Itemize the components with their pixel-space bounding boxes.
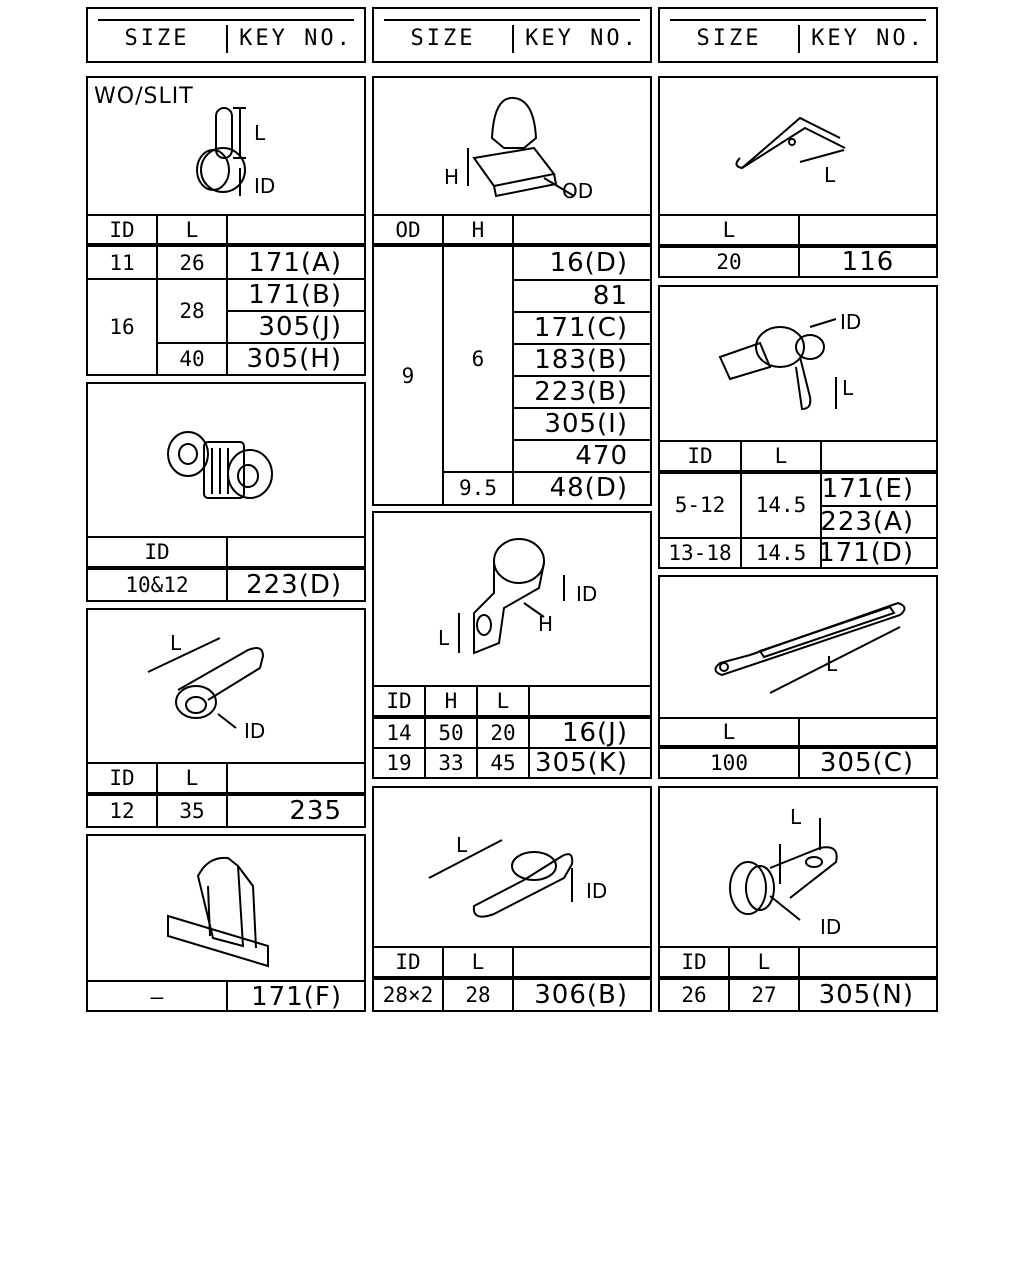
row-key: 171(F) <box>251 982 342 1012</box>
row-key: 171(E) <box>821 474 914 504</box>
clip-drawing-2 <box>88 384 364 538</box>
row-l: 27 <box>751 983 777 1007</box>
row-key: 171(C) <box>533 313 628 343</box>
size-header: SIZE <box>696 25 762 51</box>
row-l: 100 <box>710 751 748 775</box>
col-head-l: L <box>757 950 771 974</box>
row-key: 183(B) <box>534 345 628 375</box>
row-l: 45 <box>490 751 516 775</box>
clip-drawing-5 <box>374 78 650 218</box>
row-h: 33 <box>438 751 464 775</box>
clip-drawing-9 <box>660 287 936 441</box>
clip-panel-10 <box>658 575 938 779</box>
row-h: 9.5 <box>459 476 497 500</box>
clip-panel-5 <box>372 76 652 506</box>
clip-panel-8 <box>658 76 938 278</box>
header-col1 <box>86 7 366 63</box>
row-key: 306(B) <box>534 980 628 1010</box>
dim-label-h: H <box>444 165 460 189</box>
note-wo-slit: WO/SLIT <box>94 84 194 109</box>
size-header: SIZE <box>124 25 190 51</box>
col-head-l: L <box>722 720 736 744</box>
dim-label-od: OD <box>562 179 594 203</box>
col-head-l: L <box>185 218 199 242</box>
header-col2 <box>372 7 652 63</box>
clip-panel-6 <box>372 511 652 779</box>
clip-drawing-11 <box>660 788 936 948</box>
clip-panel-1 <box>86 76 366 376</box>
row-key: 470 <box>575 441 628 471</box>
clip-panel-4 <box>86 834 366 1012</box>
clip-drawing-6 <box>374 513 650 683</box>
row-id: 28×2 <box>382 983 434 1007</box>
key-no-header: KEY NO. <box>811 25 925 51</box>
row-key: 171(D) <box>818 538 914 568</box>
dim-label-id: ID <box>820 915 842 939</box>
row-id: 16 <box>109 315 135 339</box>
row-l: 28 <box>179 299 205 323</box>
col-head-id: ID <box>109 766 135 790</box>
col-head-id: ID <box>144 540 170 564</box>
row-key: 305(H) <box>246 344 342 374</box>
row-key: 116 <box>841 247 895 277</box>
row-id: 14 <box>386 721 412 745</box>
col-head-l: L <box>722 218 736 242</box>
row-key: 305(I) <box>544 409 628 439</box>
dim-label-id: ID <box>840 310 862 334</box>
clip-panel-7 <box>372 786 652 1012</box>
clip-drawing-3 <box>88 610 364 764</box>
row-id: 19 <box>386 751 412 775</box>
clip-drawing-7 <box>374 788 650 948</box>
col-head-id: ID <box>681 950 707 974</box>
row-key: 223(A) <box>820 507 914 537</box>
row-l: 14.5 <box>755 541 807 565</box>
row-key: 235 <box>289 796 342 826</box>
clip-drawing-8 <box>660 78 936 214</box>
row-key: 171(A) <box>248 248 342 278</box>
row-key: 48(D) <box>549 473 628 503</box>
dim-label-l: L <box>254 121 266 145</box>
row-h: 6 <box>471 347 485 371</box>
row-key: 223(D) <box>246 570 342 600</box>
row-key: 16(J) <box>561 718 628 748</box>
row-l: 20 <box>716 250 742 274</box>
row-id: 12 <box>109 799 135 823</box>
row-id: 5-12 <box>674 493 726 517</box>
col-head-l: L <box>496 689 510 713</box>
col-head-l: L <box>185 766 199 790</box>
key-no-header: KEY NO. <box>239 25 353 51</box>
row-key: 16(D) <box>549 248 628 278</box>
dim-label-l: L <box>438 626 450 650</box>
clip-panel-9 <box>658 285 938 569</box>
dim-label-l: L <box>824 163 836 187</box>
header-col3 <box>658 7 938 63</box>
key-no-header: KEY NO. <box>525 25 639 51</box>
dim-label-id: ID <box>254 174 276 198</box>
dim-label-l: L <box>826 652 838 676</box>
clip-drawing-1 <box>88 78 364 218</box>
row-id: 26 <box>681 983 707 1007</box>
clip-panel-11 <box>658 786 938 1012</box>
col-head-l: L <box>471 950 485 974</box>
col-head-id: ID <box>109 218 135 242</box>
row-key: 305(N) <box>818 980 914 1010</box>
row-od: 9 <box>401 364 415 388</box>
row-key: 223(B) <box>534 377 628 407</box>
row-id: 10&12 <box>125 573 189 597</box>
row-l: 28 <box>465 983 491 1007</box>
row-key: 305(J) <box>258 312 342 342</box>
row-l: 14.5 <box>755 493 807 517</box>
row-id: 13-18 <box>668 541 732 565</box>
col-head-id: ID <box>386 689 412 713</box>
row-size: — <box>150 985 164 1009</box>
row-l: 26 <box>179 251 205 275</box>
col-head-id: ID <box>687 444 713 468</box>
dim-label-h: H <box>538 612 554 636</box>
clip-panel-3 <box>86 608 366 828</box>
row-l: 40 <box>179 347 205 371</box>
row-key: 305(K) <box>535 748 628 778</box>
row-l: 20 <box>490 721 516 745</box>
dim-label-l: L <box>842 376 854 400</box>
col-head-h: H <box>471 218 485 242</box>
row-h: 50 <box>438 721 464 745</box>
row-key: 305(C) <box>819 748 914 778</box>
dim-label-l: L <box>170 631 182 655</box>
col-head-od: OD <box>395 218 421 242</box>
row-l: 35 <box>179 799 205 823</box>
col-head-l: L <box>774 444 788 468</box>
row-key: 81 <box>592 281 628 311</box>
clip-drawing-4 <box>88 836 364 982</box>
row-id: 11 <box>109 251 135 275</box>
size-header: SIZE <box>410 25 476 51</box>
col-head-h: H <box>444 689 458 713</box>
col-head-id: ID <box>395 950 421 974</box>
dim-label-id: ID <box>244 719 266 743</box>
row-key: 171(B) <box>248 280 342 310</box>
clip-panel-2 <box>86 382 366 602</box>
dim-label-id: ID <box>586 879 608 903</box>
clip-drawing-10 <box>660 577 936 717</box>
dim-label-l: L <box>456 833 468 857</box>
dim-label-l: L <box>790 805 802 829</box>
dim-label-id: ID <box>576 582 598 606</box>
